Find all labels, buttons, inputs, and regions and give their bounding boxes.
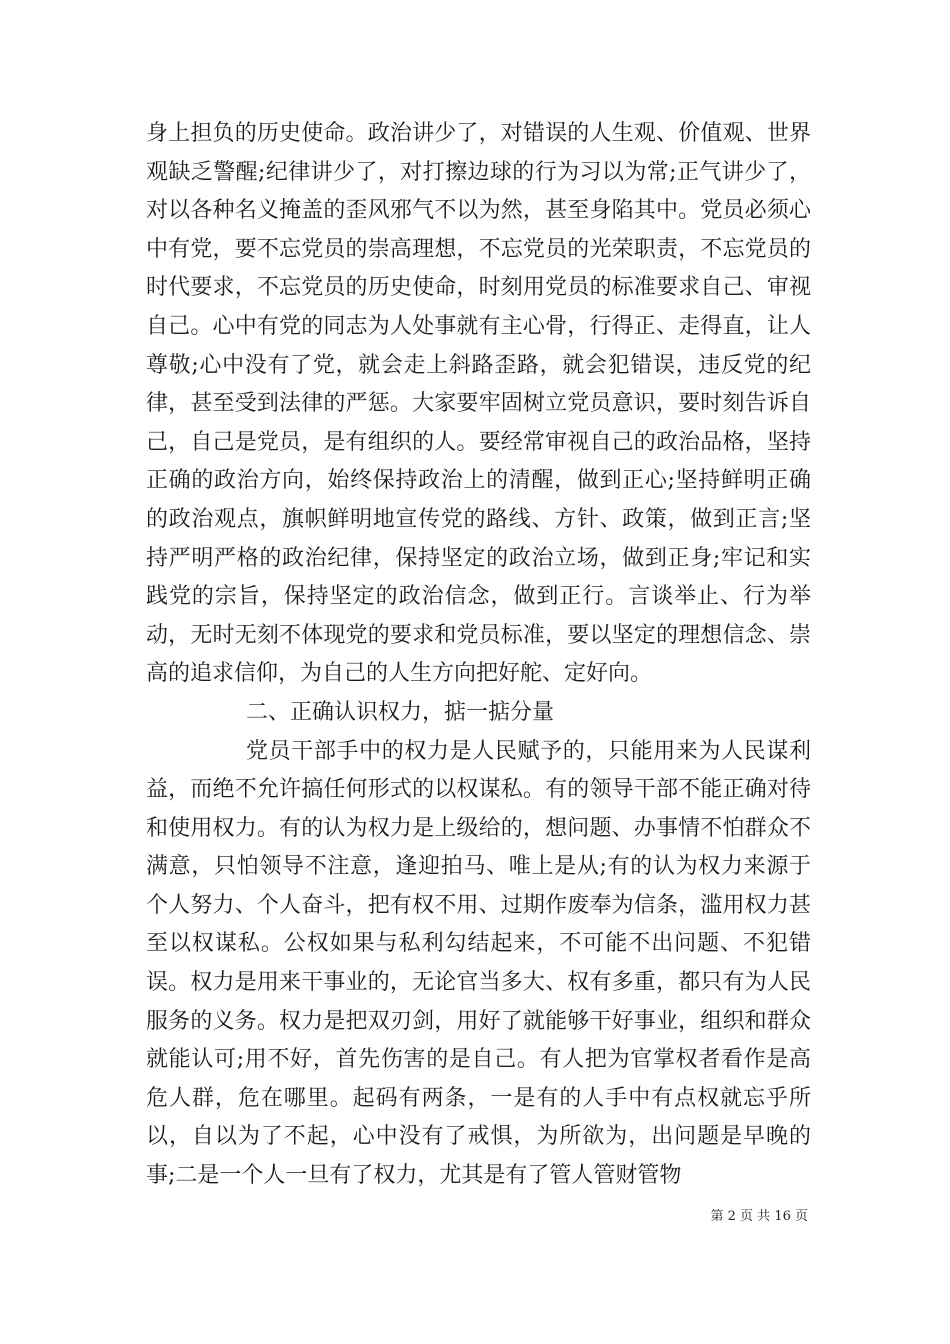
- section-heading-power: 二、正确认识权力，掂一掂分量: [246, 699, 555, 725]
- paragraph-power: 党员干部手中的权力是人民赋予的，只能用来为人民谋利益，而绝不允许搞任何形式的以权谋私。有的领导干部不能正确对待和使用权力。有的认为权力是上级给的，想问题、办事情不怕群众不满意，只怕领导不注意，逢迎拍马、唯上是从;有的认为权力来源于个人努力、个人奋斗，把有权不用、过期作废奉为信条，滥用权力甚至以权谋私。公权如果与私利勾结起来，不可能不出问题、不犯错误。权力是用来干事业的，无论官当多大、权有多重，都只有为人民服务的义务。权力是把双刃剑，用好了就能够干好事业，组织和群众就能认可;用不好，首先伤害的是自己。有人把为官掌权者看作是高危人群，危在哪里。起码有两条，一是有的人手中有点权就忘乎所以，自以为了不起，心中没有了戒惧，为所欲为，出问题是早晚的事;二是一个人一旦有了权力，尤其是有了管人管财管物: [146, 738, 811, 1189]
- body-text: [146, 115, 811, 1196]
- page-number: 第 2 页 共 16 页: [710, 1209, 808, 1224]
- paragraph-party-consciousness: 身上担负的历史使命。政治讲少了，对错误的人生观、价值观、世界观缺乏警醒;纪律讲少了，对打擦边球的行为习以为常;正气讲少了，对以各种名义掩盖的歪风邪气不以为然，甚至身陷其中。党员必须心中有党，要不忘党员的崇高理想，不忘党员的光荣职责，不忘党员的时代要求，不忘党员的历史使命，时刻用党员的标准要求自己、审视自己。心中有党的同志为人处事就有主心骨，行得正、走得直，让人尊敬;心中没有了党，就会走上斜路歪路，就会犯错误，违反党的纪律，甚至受到法律的严惩。大家要牢固树立党员意识，要时刻告诉自己，自己是党员，是有组织的人。要经常审视自己的政治品格，坚持正确的政治方向，始终保持政治上的清醒，做到正心;坚持鲜明正确的政治观点，旗帜鲜明地宣传党的路线、方针、政策，做到正言;坚持严明严格的政治纪律，保持坚定的政治立场，做到正身;牢记和实践党的宗旨，保持坚定的政治信念，做到正行。言谈举止、行为举动，无时无刻不体现党的要求和党员标准，要以坚定的理想信念、崇高的追求信仰，为自己的人生方向把好舵、定好向。: [146, 121, 811, 687]
